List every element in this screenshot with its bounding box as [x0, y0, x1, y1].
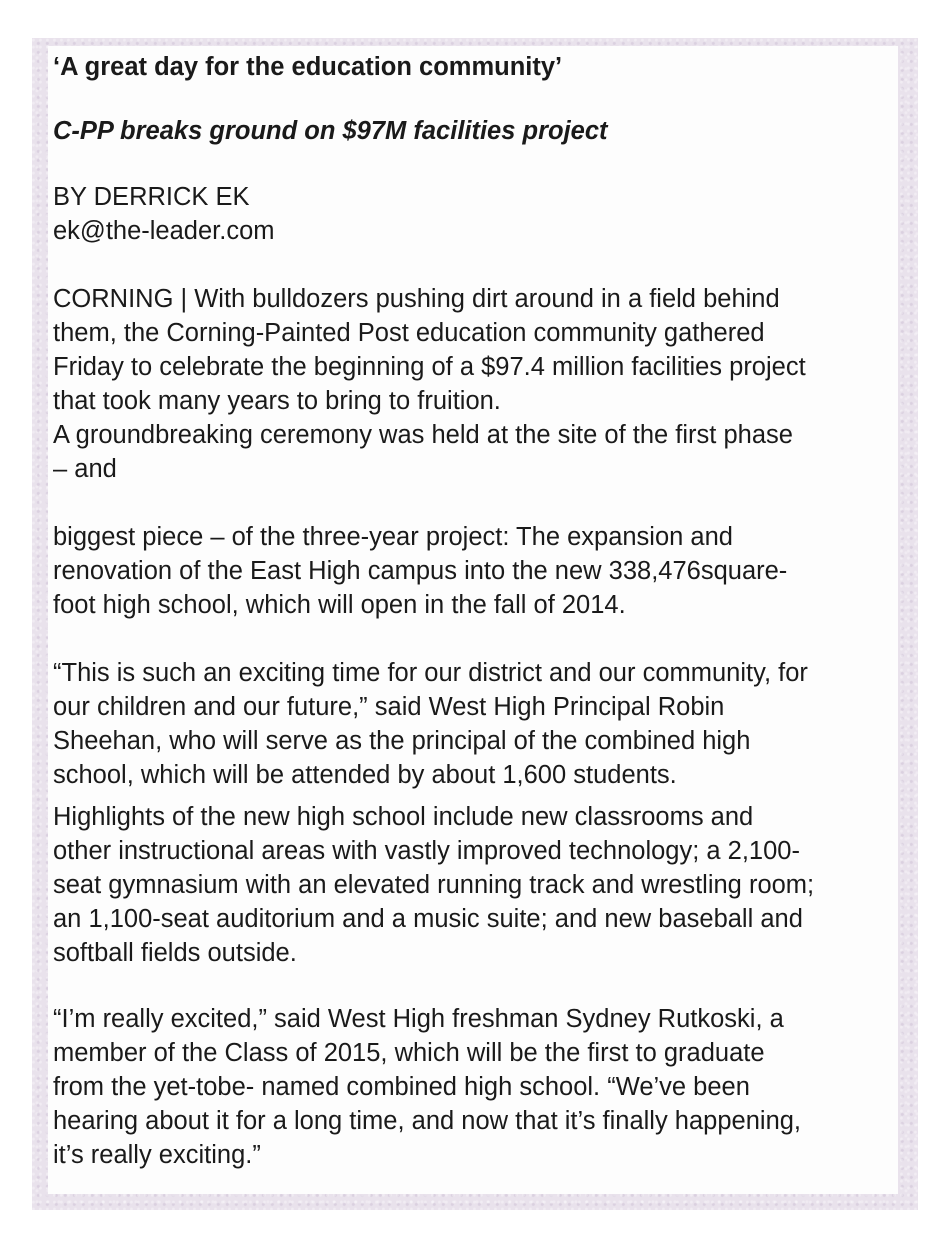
article	[53, 46, 903, 1172]
paragraph-student-quote: “I’m really excited,” said West High freshman Sydney Rutkoski, a member of the Class of 2015, which will be the first to graduate from the yet-tobe- named combined high school. “We’ve been hearing about it for a long time, and now that it’s finally happening, it’s really exciting.”	[53, 1005, 802, 1169]
headline: ‘A great day for the education community’	[53, 53, 563, 81]
paragraph-groundbreaking: A groundbreaking ceremony was held at the site of the first phase – and	[53, 421, 793, 483]
subheadline: C-PP breaks ground on $97M facilities project	[53, 117, 608, 145]
paragraph-lead: CORNING | With bulldozers pushing dirt around in a field behind them, the Corning-Painted Post education community gathered Friday to celebrate the beginning of a $97.4 million facilities project that took many years to bring to fruition.	[53, 285, 806, 415]
author-byline: BY DERRICK EK	[53, 183, 250, 211]
paragraph-highlights: Highlights of the new high school include new classrooms and other instructional areas with vastly improved technology; a 2,100- seat gymnasium with an elevated running track and wrestling room; an 1,100-seat auditorium and a music suite; and new baseball and softball fields outside.	[53, 803, 815, 967]
author-email: ek@the-leader.com	[53, 217, 275, 245]
byline-block	[53, 180, 903, 248]
paragraph-principal-quote: “This is such an exciting time for our district and our community, for our children and our future,” said West High Principal Robin Sheehan, who will serve as the principal of the combined high school, which will be attended by about 1,600 students.	[53, 659, 808, 789]
paragraph-project: biggest piece – of the three-year project: The expansion and renovation of the East High campus into the new 338,476square- foot high school, which will open in the fall of 2014.	[53, 523, 788, 619]
